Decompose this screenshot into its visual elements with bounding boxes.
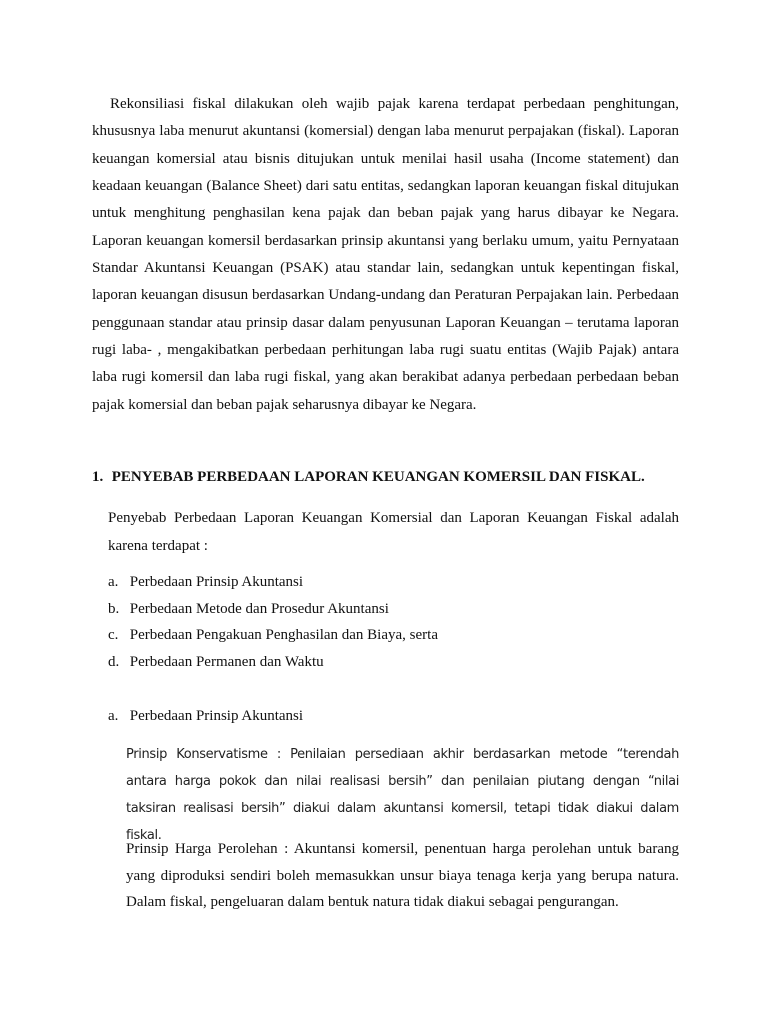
list-item [108,649,438,676]
list-item-text: Perbedaan Pengakuan Penghasilan dan Biaya, serta [129,627,438,644]
list-item [108,569,438,596]
list-marker: c. [108,627,119,644]
list-marker: d. [108,654,120,671]
list-item [108,622,438,649]
intro-paragraph: Rekonsiliasi fiskal dilakukan oleh wajib pajak karena terdapat perbedaan penghitungan, khususnya laba menurut akuntansi (komersial) dengan laba menurut perpajakan (fiskal). Laporan keuangan komersial atau bisnis ditujukan untuk menilai hasil usaha (Income statement) dan keadaan keuangan (Balance Sheet) dari satu entitas, sedangkan laporan keuangan fiskal ditujukan untuk menghitung penghasilan kena pajak dan beban pajak yang harus dibayar ke Negara. Laporan keuangan komersil berdasarkan prinsip akuntansi yang berlaku umum, yaitu Pernyataan Standar Akuntansi Keuangan (PSAK) atau standar lain, sedangkan untuk kepentingan fiskal, laporan keuangan disusun berdasarkan Undang-undang dan Peraturan Perpajakan lain. Perbedaan penggunaan standar atau prinsip dasar dalam penyusunan Laporan Keuangan – terutama laporan rugi laba- , mengakibatkan perbedaan perhitungan laba rugi suatu entitas (Wajib Pajak) antara laba rugi komersil dan laba rugi fiskal, yang akan berakibat adanya perbedaan perbedaan beban pajak komersial dan beban pajak seharusnya dibayar ke Negara. [92,96,679,413]
list-item [108,596,438,623]
section-title: PENYEBAB PERBEDAAN LAPORAN KEUANGAN KOMERSIL DAN FISKAL. [111,469,645,485]
section-heading [92,465,692,489]
subsection-marker: a. [108,708,119,724]
list-item-text: Perbedaan Prinsip Akuntansi [129,574,304,590]
list-marker: a. [108,574,119,590]
acquisition-cost-paragraph: Prinsip Harga Perolehan : Akuntansi komersil, penentuan harga perolehan untuk barang yang diproduksi sendiri boleh memasukkan unsur biaya tenaga kerja yang berupa natura. Dalam fiskal, pengeluaran dalam bentuk natura tidak diakui sebagai pengurangan. [126,841,679,911]
subsection-title: Perbedaan Prinsip Akuntansi [129,708,304,724]
conservatism-paragraph: Prinsip Konservatisme : Penilaian persediaan akhir berdasarkan metode “terendah antara harga pokok dan nilai realisasi bersih” dan penilaian piutang dengan “nilai taksiran realisasi bersih” diakui dalam akuntansi komersil, tetapi tidak diakui dalam fiskal. [126,747,679,843]
subsection-heading [108,704,303,728]
section-intro-paragraph: Penyebab Perbedaan Laporan Keuangan Komersial dan Laporan Keuangan Fiskal adalah karena terdapat : [108,510,679,554]
list-item-text: Perbedaan Permanen dan Waktu [129,654,324,671]
list-item-text: Perbedaan Metode dan Prosedur Akuntansi [129,600,389,617]
list-marker: b. [108,600,120,617]
causes-list [108,569,438,676]
section-number: 1. [92,469,104,485]
